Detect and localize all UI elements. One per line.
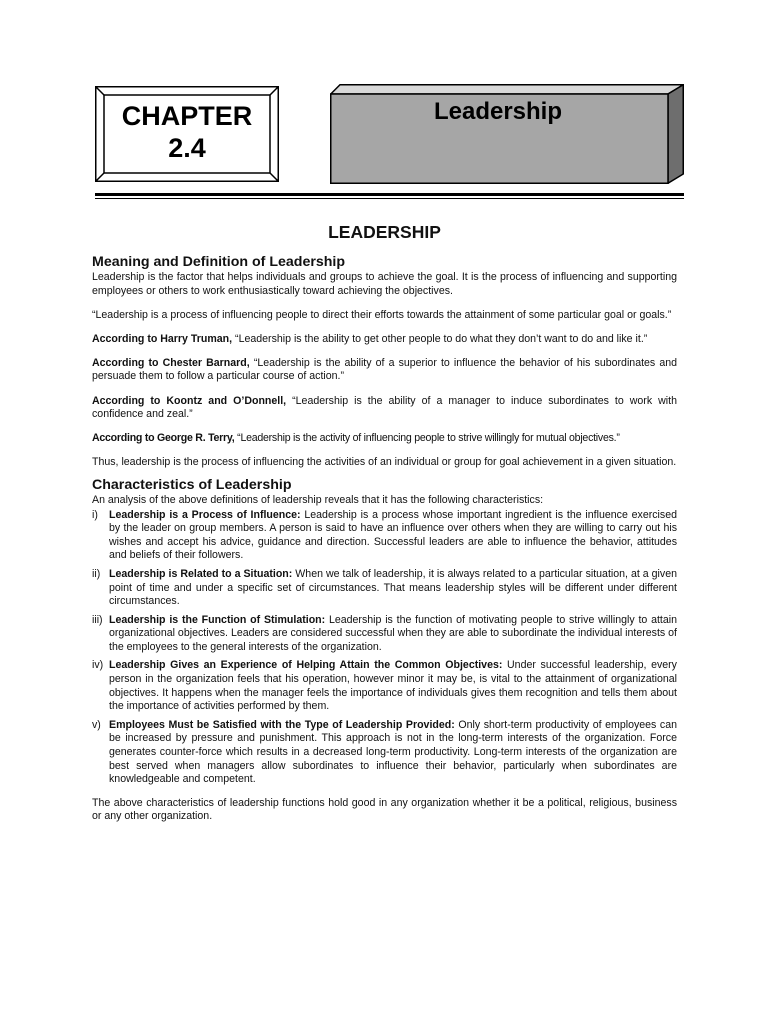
definition-text: “Leadership is the activity of influencing people to strive willingly for mutual objectives.”: [234, 432, 620, 445]
chapter-label: CHAPTER: [121, 101, 253, 131]
list-item: [92, 659, 677, 713]
definition-terry: [92, 432, 677, 446]
section-heading-characteristics: Characteristics of Leadership: [92, 476, 292, 493]
list-item: [92, 614, 677, 655]
list-item: [92, 719, 677, 787]
chapter-title: Leadership: [433, 98, 563, 125]
page-title: LEADERSHIP: [328, 222, 441, 242]
list-item-text: When we talk of leadership, it is always related to a particular situation, at a given point of time and under a specific set of circumstances. That means leadership styles will be different under different circumstances.: [109, 567, 677, 608]
definition-text: “Leadership is the ability to get other people to do what they don’t want to do and like it.”: [232, 332, 648, 345]
chapter-box: [95, 86, 279, 182]
title-box: [330, 84, 684, 184]
list-item-text: Only short-term productivity of employees can be increased by pressure and punishment. This approach is not in the long-term interests of the organization. Force generates counter-force which results in a decreased long-term productivity. Long-term interests of the organization are best served when managers allow subordinates to influence their behavior, particularly when subordinates are knowledgeable and competent.: [109, 718, 678, 786]
list-item-number: ii): [92, 567, 101, 580]
paragraph-summary: Thus, leadership is the process of influencing the activities of an individual or group for goal achievement in a given situation.: [92, 456, 677, 469]
list-item-number: iii): [92, 613, 103, 626]
definition-author: According to Chester Barnard,: [92, 356, 250, 369]
definition-koontz: [92, 395, 677, 422]
definition-truman: [92, 333, 677, 347]
list-item-lead: Leadership is a Process of Influence:: [109, 508, 301, 521]
paragraph-quote: “Leadership is a process of influencing people to direct their efforts towards the attainment of some particular goal or goals.”: [92, 308, 672, 321]
list-item-lead: Employees Must be Satisfied with the Type of Leadership Provided:: [109, 718, 455, 731]
list-item-lead: Leadership is Related to a Situation:: [109, 567, 293, 580]
definition-text: “Leadership is the ability of a superior to influence the behavior of his subordinates and persuade them to follow a particular course of action.”: [92, 356, 677, 383]
header-rule-thin: [95, 198, 684, 199]
paragraph-intro: Leadership is the factor that helps individuals and groups to achieve the goal. It is the process of influencing and supporting employees or others to work enthusiastically toward achieving the objectives.: [92, 271, 677, 297]
list-item-text: Leadership is a process whose important ingredient is the influence exercised by the leader on group members. A person is said to have an influence over others when they are willing to carry out his wishes and accept his advice, guidance and direction. Successful leaders are able to influence the behavior, attitudes and beliefs of their followers.: [109, 508, 677, 562]
list-item-lead: Leadership Gives an Experience of Helping Attain the Common Objectives:: [109, 659, 503, 672]
page-content: [92, 218, 677, 835]
list-item-lead: Leadership is the Function of Stimulation:: [109, 613, 326, 626]
definition-author: According to George R. Terry,: [92, 432, 235, 445]
list-item: [92, 568, 677, 609]
definition-barnard: [92, 357, 677, 384]
list-item-number: iv): [92, 659, 104, 672]
definition-author: According to Koontz and O’Donnell,: [92, 394, 287, 407]
header-rule-thick: [95, 193, 684, 196]
list-item-number: i): [92, 508, 98, 521]
chapter-number: 2.4: [168, 133, 206, 163]
list-item-text: Under successful leadership, every person in the organization feels that his operation, however minor it may be, is vital to the attainment of organizational objectives. It happens when the manager feels the importance of individuals gives them recognition and tells them about the importance of activities performed by them.: [109, 659, 677, 713]
list-item-number: v): [92, 718, 101, 731]
paragraph-characteristics-intro: An analysis of the above definitions of leadership reveals that it has the following characteristics:: [92, 493, 544, 506]
list-item-text: Leadership is the function of motivating people to strive willingly to attain organizational objectives. Leaders are considered successful when they are able to subordinate the individual interests of the employees to the general interests of the organization.: [109, 613, 677, 653]
definition-author: According to Harry Truman,: [92, 332, 233, 345]
list-item: [92, 509, 677, 563]
paragraph-closing: The above characteristics of leadership functions hold good in any organization whether it be a political, religious, business or any other organization.: [92, 796, 677, 823]
chapter-heading: [95, 100, 279, 164]
characteristics-list: [92, 509, 677, 787]
section-heading-meaning: Meaning and Definition of Leadership: [92, 254, 346, 270]
definition-text: “Leadership is the ability of a manager to induce subordinates to work with confidence and zeal.”: [92, 394, 677, 421]
